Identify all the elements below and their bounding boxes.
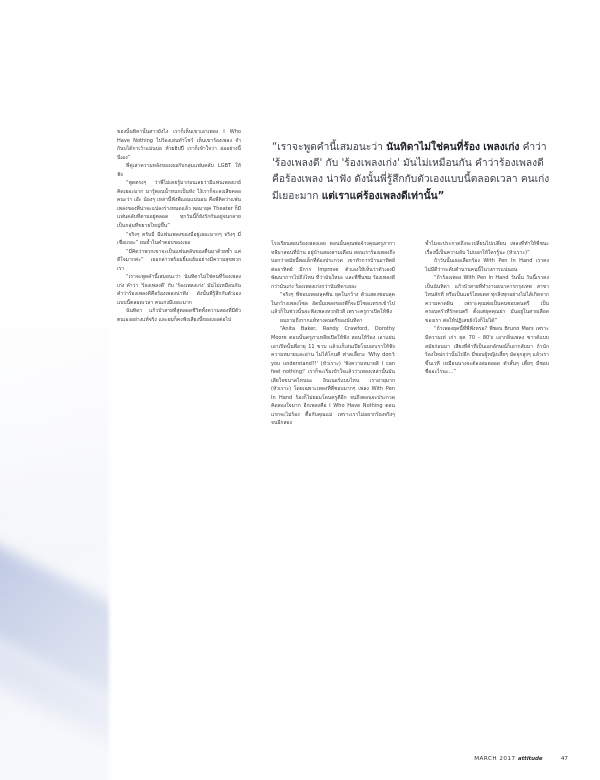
decorative-gradient-margin [0, 0, 112, 780]
pull-quote-line1-bold: นันทิดาไม่ใช่คนที่ร้อง [386, 142, 480, 153]
page-footer [0, 756, 600, 762]
paragraph: “พูดตรงๆ ว่าพี่ไม่เคยรู้มาก่อนเลยว่ามีแฟนเพลงเกย์คิดเยอะมาก มารู้ตอนน้ำหนกเป็นหัง ไง้เราก็จะลงเสียคลอคนะว่า เอ๊ะ น้องๆ เหล่านี้ฟังพี่แอมแน่นอน คือพี่คิดว่าแฟนเพลงของพี่น่าจะแปลงร่างหมดแล้ว พอมายุค Theater ก็มีแฟนคลับที่ตามอยู่ตลอด ทุกวันนี้ก็ยังรักกันอยู่จนกลายเป็นกลุ่มที่ขยายใหญ่ขึ้น” [117, 180, 241, 230]
paragraph: ผมถามถึงรากแท้ทางดนตรีของนันทิดา [280, 317, 363, 324]
pull-quote-line5-bold: แต่เราแค่ร้องเพลงดีเท่านั้น” [321, 190, 445, 202]
gradient-sheen-overlay [0, 0, 112, 780]
pull-quote-line2-plain: คำว่า 'ร้องเพลงดี' กับ 'ร้องเพลงเก่ง' [272, 142, 547, 170]
paragraph: “จริงๆ ครับมี่ มีแฟนเพลงของมี่อยู่เยอะมากๆ จริงๆ มี่เชื่อเถอะ” ผมย้ำในคำตอบของเธอ [117, 231, 241, 247]
pull-quote-line3: มันไม่เหมือนกัน คำว่าร้องเพลงดีคือร้องเพลง [272, 158, 544, 186]
paragraph: ถ้าวันนั้นเธอเลือกร้อง With Pen In Hand เราคงไม่มีดีว่าระดับตำนานคนนี้ในวงการแน่นอน [425, 258, 549, 273]
paragraph: “ถ้าร้องเพลง With Pen In Hand วันนั้น วันนี้เราคงเป็นนันทิดา แก้วบัวสายที่ทำงานธนาคารกรุงเทพ สาขาไหนสักที่ หรือเป็นแอร์โฮสเตส ทุกสิ่งทุกอย่างไม่ได้เกิดจากความคาดฝัน เพราะคุณพ่อเป็นคนชอบดนตรี เป็นครอบครัวที่รักดนตรี ตั้งแต่ยุคคุณย่า มันอยู่ในสายเลือดของเรา ต่อให้ปฏิเสธยังไงก็ไม่ได้” [425, 275, 549, 324]
paragraph: “ถ้าเพลงยุคนี้ที่พี่ฟังหรอ? พี่ชอบ Bruno Mars เพราะมีความเท่ เก่า ยุค 70 - 80's เอากลิ่นเพลง ซาวด์แบบสมัยก่อนมา เสียงที่ค้าที่เป็นเอกลักษณ์ก็เอากลับมา ถ้านักร้องใหม่กว่านั้นไปอีก มี่ชอบผู้หญิงเสี้ยๆ มัดจุกสูงๆ แล้วเราขึ้นเวที เหมือนนางจะต้องล่มตลอด ตัวสั้นๆ เตี้ยๆ มี่ชอบ ชื่ออะไรนะ...” [425, 326, 549, 376]
paragraph: พี่คู่เล่าความหลังของเธอกับกลุ่มแฟนคลับ LGBT ให้ฟัง [117, 163, 241, 178]
pull-quote-line1-plain: “เราจะพูดคำนี้เสมอนะว่า [272, 142, 387, 153]
footer-issue-date: MARCH 2017 [474, 756, 516, 762]
paragraph: “Anita Baker, Randy Crawford, Dorothy Moore ตอนนั้นครูภาเหลียเปิดให้ฟัง สอนให้ร้อง เอาแผ่นเอาเปิดนั้นพี่อายุ 11 ขวบ แล้วแก็เล่นเปียโนบอกเราให้ฟังความหมายและอ่าน ไม่ได้โกนตี ฟาดเลี้ยวะ 'Why don't you understand?!' (หัวเราะ) 'ฟังความหมายสิ I can feel nothing!' เราก็จะเริ่มเข้าใจแล้วว่าเพลงเหล่านั้นมันเสียใจขนาดไหนนะ อินเนอร์แบบไหน เราอายุมาก (หัวเราะ) โดยเฉพาะเพลงที่พี่ชอบมากๆ เพลง With Pen In Hand ร้องก็ไม่ยอมโดนครูตีอีก จนถึงตอนจะประกวดคิดสองใจมาก อีกเพลงคือ I Who Have Nothing ตอนแรกจะไม่ร้อง ตื้อกับคุณแม่ เพราะเราไม่อยากร้องจริงๆ จนอีกสอง [271, 326, 395, 427]
pull-quote-line5-plain: คนเก่งมีเยอะมาก [272, 174, 550, 202]
footer-brand-name: attitude [517, 756, 543, 762]
pull-quote [272, 140, 550, 205]
body-column-1 [117, 128, 241, 325]
paragraph: นันทิดา แก้วบัวสายที่สู่ตลอดชีวิตทั้งความสองที่มีตัวตนเองอย่างแท้จริง และผมก็คงฟังเสียงนี้ของเธอต่อไป [117, 308, 241, 324]
paragraph: ของนั้นทิคานั้นสาวยังไง เราก็เห็นเขาเอาเพลง I Who Have Nothing ไปร้องเล่นทำโชว์ เห็นเขาร้องเพลง จำกันบได้กาเว้าแม่นบ่อ ห้วยฮิปปี่ เราก็เข้าใจว่า อ่ออย่างนี้นี่เอง” [117, 129, 241, 161]
paragraph: “เราจะพูดคำนี้เสมอนะว่า นันทิดาไม่ใช่คนที่ร้องเพลงเก่ง คำว่า 'ร้องเพลงดี' กับ 'ร้องเพลงเก่ง' มันไม่เหมือนกัน คำว่าร้องเพลงดีคือร้องเพลงน่าฟัง ดังนั้นพี่รู้สึกกับตัวเองแบบนี้ตลอดเวลา คนเก่งมีเยอะมาก [117, 274, 241, 306]
paragraph: โรงเรียนสอนร้องเพลงเลย ตอนนั้นคุณพ่อจ้างคุณครูภากาหลีมาสอนที่บ้าน อยู่บ้านสองสามเดือน สอนเราร้องเพลงถึงบอกว่าสมัยนี้พอเด็กที่ต้องประกวด เขาทำการบ้านอาทิตย์ต่ออาทิตย์ มีการ Improve ตัวเองให้เห็นว่าตัวเองมีพัฒนาการไปถึงไหน ที่ว่ามันใหมะ และพี่ชื่นชม ร้องเพลงดีกว่ามันเก่ง ร้องเพลงเก่งกว่านันทิดาเยอะ [271, 241, 396, 290]
body-column-2 [271, 240, 395, 428]
footer-page-number: 47 [560, 756, 568, 762]
paragraph: “จริงๆ พี่ชอบเพลงลุคพิน ยุคในกว้าง ตัวแสดงชอบลุคในกว้างเพลงโซล อัดบั้มเพลงของพี่ก็จะมีโซลแทรกเข้าไป แล้วก็ในช่วงนั้นจะฟังเพลงหวกผิวสี เพราะครูกาเปิดให้ฟัง [271, 292, 395, 316]
body-column-3 [425, 240, 549, 377]
pull-quote-line2-bold: เพลงเก่ง [483, 142, 520, 153]
paragraph: ช้ำไมจะประกวดถึงจะเปลี่ยนไปเปลี่ยน เพลงที่ทำให้พี่ชนะ เรื่องนี้เป็นความลับ ไม่บอกให้ใครรู้นะ (หัวเราะ)” [425, 241, 549, 256]
paragraph: “มี่คิดว่าพวกเขาจะเป็นแฟนคลับของตื่นมาด้วยซ้ำ แค่ดีใจมากค่ะ” เธอกล่าวพร้อมยิ้มแย้มอย่างมีความสุขพวกเรา [117, 248, 241, 272]
margin-edge-fade [106, 0, 112, 780]
pull-quote-line4: น่าฟัง ดังนั้นพี่รู้สึกกับตัวเองแบบนี้ตลอดเวลา [326, 174, 518, 186]
